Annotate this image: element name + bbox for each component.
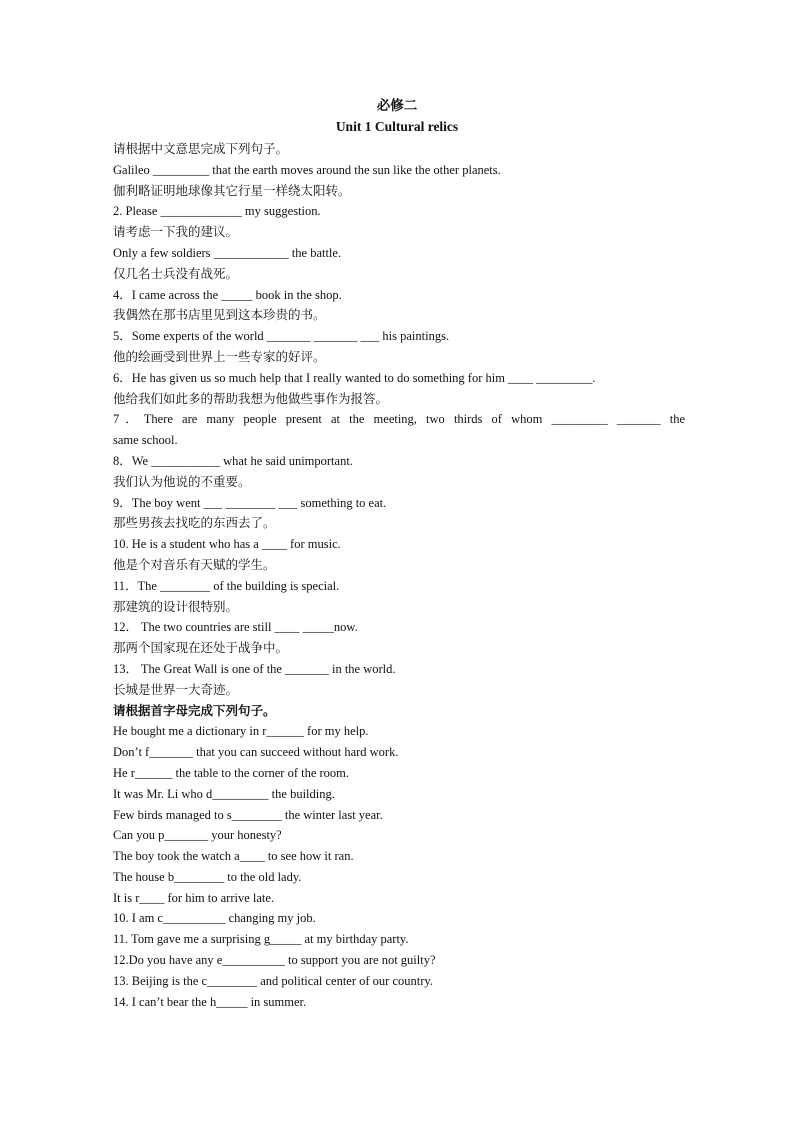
chinese-translation: 他是个对音乐有天赋的学生。	[113, 556, 276, 572]
chinese-translation: 他给我们如此多的帮助我想为他做些事作为报答。	[113, 390, 389, 406]
chinese-translation: 那建筑的设计很特别。	[113, 598, 239, 614]
first-letter-sentence: Few birds managed to s________ the winter last year.	[113, 807, 383, 822]
section-instruction-first-letter: 请根据首字母完成下列句子。	[113, 702, 276, 718]
first-letter-sentence: Don’t f_______ that you can succeed without hard work.	[113, 745, 399, 760]
exercise-sentence: Only a few soldiers ____________ the battle.	[113, 245, 342, 260]
first-letter-sentence: 14. I can’t bear the h_____ in summer.	[113, 994, 307, 1009]
chinese-translation: 我们认为他说的不重要。	[113, 473, 251, 489]
exercise-sentence: 12． The two countries are still ____ _____now.	[113, 620, 358, 635]
exercise-sentence: 13． The Great Wall is one of the _______ in the world.	[113, 661, 396, 676]
chinese-translation: 伽利略证明地球像其它行星一样绕太阳转。	[113, 182, 351, 198]
first-letter-sentence: 11. Tom gave me a surprising g_____ at my birthday party.	[113, 932, 409, 947]
chinese-translation: 那两个国家现在还处于战争中。	[113, 640, 289, 656]
chinese-translation: 请考虑一下我的建议。	[113, 224, 239, 240]
exercise-sentence: 2. Please _____________ my suggestion.	[113, 204, 321, 219]
exercise-sentence: 6．He has given us so much help that I really wanted to do something for him ____ _________.	[113, 370, 596, 385]
exercise-body	[113, 139, 685, 1012]
chinese-translation: 仅几名士兵没有战死。	[113, 265, 239, 281]
exercise-sentence: Galileo _________ that the earth moves around the sun like the other planets.	[113, 162, 501, 177]
chinese-translation: 我偶然在那书店里见到这本珍贵的书。	[113, 307, 326, 323]
first-letter-sentence: The boy took the watch a____ to see how it ran.	[113, 849, 354, 864]
exercise-sentence: 4．I came across the _____ book in the shop.	[113, 287, 342, 302]
first-letter-sentence: 13. Beijing is the c________ and political center of our country.	[113, 973, 433, 988]
first-letter-sentence: 12.Do you have any e__________ to support you are not guilty?	[113, 953, 436, 968]
exercise-sentence: 10. He is a student who has a ____ for music.	[113, 537, 341, 552]
exercise-sentence-continued: same school.	[113, 433, 178, 448]
first-letter-sentence: Can you p_______ your honesty?	[113, 828, 282, 843]
page-title: 必修二	[376, 98, 418, 113]
exercise-sentence: 5．Some experts of the world _______ _______ ___ his paintings.	[113, 329, 450, 344]
first-letter-sentence: He r______ the table to the corner of the room.	[113, 765, 350, 780]
unit-subtitle: Unit 1 Cultural relics	[335, 119, 459, 134]
exercise-sentence: 11．The ________ of the building is special.	[113, 578, 340, 593]
exercise-sentence: 9．The boy went ___ ________ ___ something to eat.	[113, 495, 387, 510]
exercise-sentence: 7．There are many people present at the meeting, two thirds of whom _________ _______ the	[113, 412, 685, 427]
first-letter-sentence: It was Mr. Li who d_________ the building.	[113, 786, 335, 801]
section-instruction-chinese-meaning: 请根据中文意思完成下列句子。	[113, 141, 289, 156]
chinese-translation: 他的绘画受到世界上一些专家的好评。	[113, 348, 326, 364]
first-letter-sentence: The house b________ to the old lady.	[113, 869, 302, 884]
exercise-sentence: 8．We ___________ what he said unimportant.	[113, 453, 353, 468]
first-letter-sentence: It is r____ for him to arrive late.	[113, 890, 275, 905]
first-letter-sentence: He bought me a dictionary in r______ for my help.	[113, 724, 369, 739]
chinese-translation: 那些男孩去找吃的东西去了。	[113, 515, 276, 531]
chinese-translation: 长城是世界一大奇迹。	[113, 681, 239, 697]
first-letter-sentence: 10. I am c__________ changing my job.	[113, 911, 316, 926]
